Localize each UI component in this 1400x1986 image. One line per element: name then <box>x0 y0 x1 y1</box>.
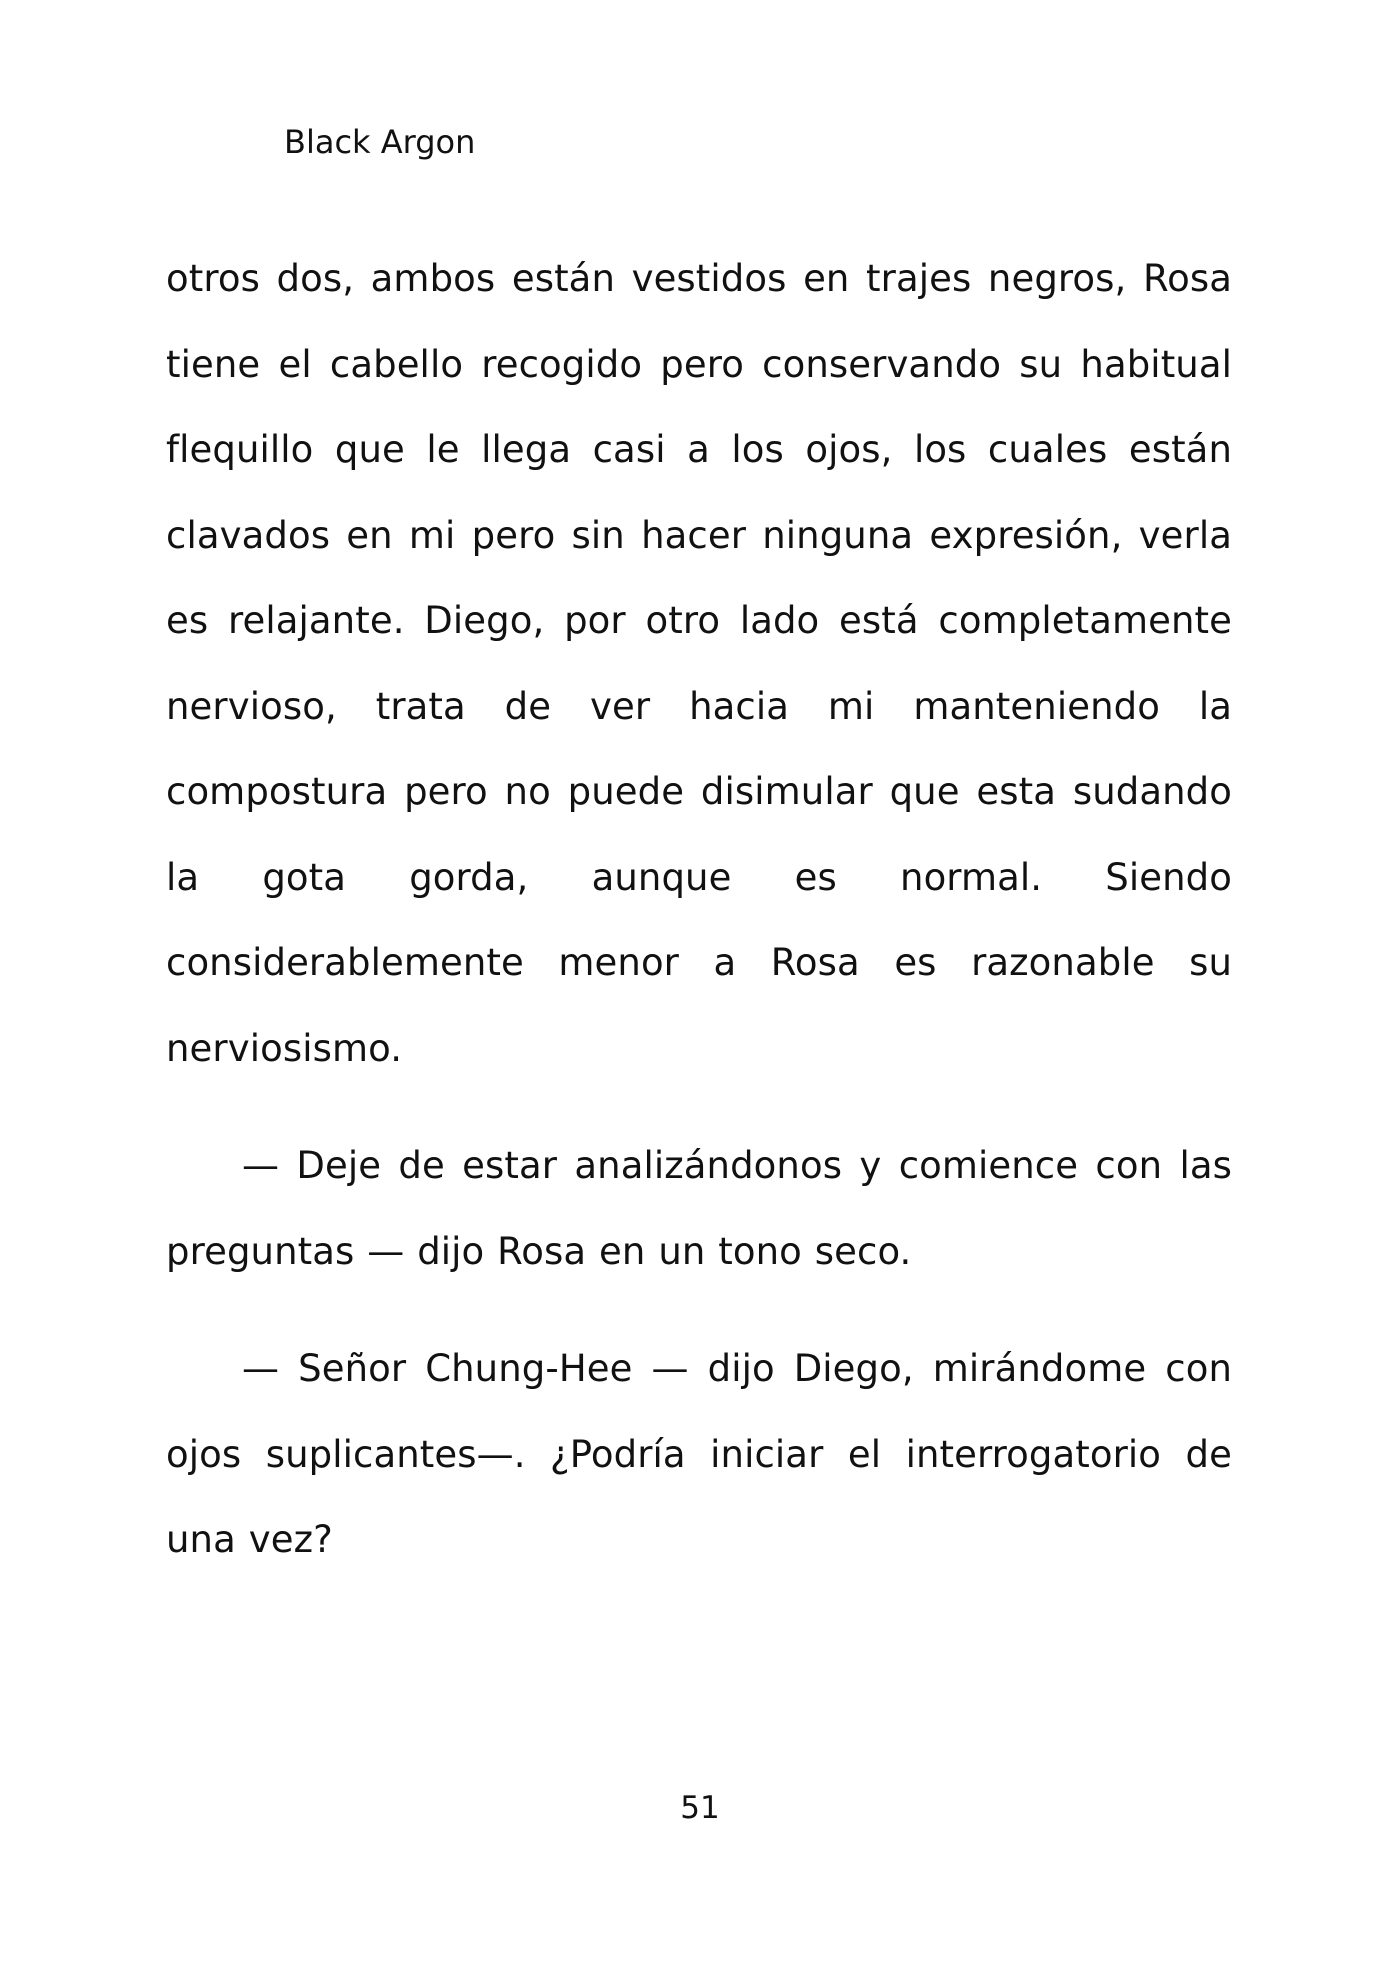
page-body <box>166 236 1232 1583</box>
page-number: 51 <box>680 1790 720 1826</box>
paragraph-narration: otros dos, ambos están vestidos en trajes negros, Rosa tiene el cabello recogido pero conservando su habitual flequillo que le llega casi a los ojos, los cuales están clavados en mi pero sin hacer ninguna expresión, verla es relajante. Diego, por otro lado está completamente nervioso, trata de ver hacia mi manteniendo la compostura pero no puede disimular que esta sudando la gota gorda, aunque es normal. Siendo considerablemente menor a Rosa es razonable su nerviosismo. <box>166 257 1232 1070</box>
paragraph-dialogue-rosa: — Deje de estar analizándonos y comience con las preguntas — dijo Rosa en un tono seco. <box>166 1144 1232 1273</box>
running-header-title: Black Argon <box>284 123 476 161</box>
paragraph-dialogue-diego: — Señor Chung-Hee — dijo Diego, mirándome con ojos suplicantes—. ¿Podría iniciar el interrogatorio de una vez? <box>166 1347 1232 1561</box>
